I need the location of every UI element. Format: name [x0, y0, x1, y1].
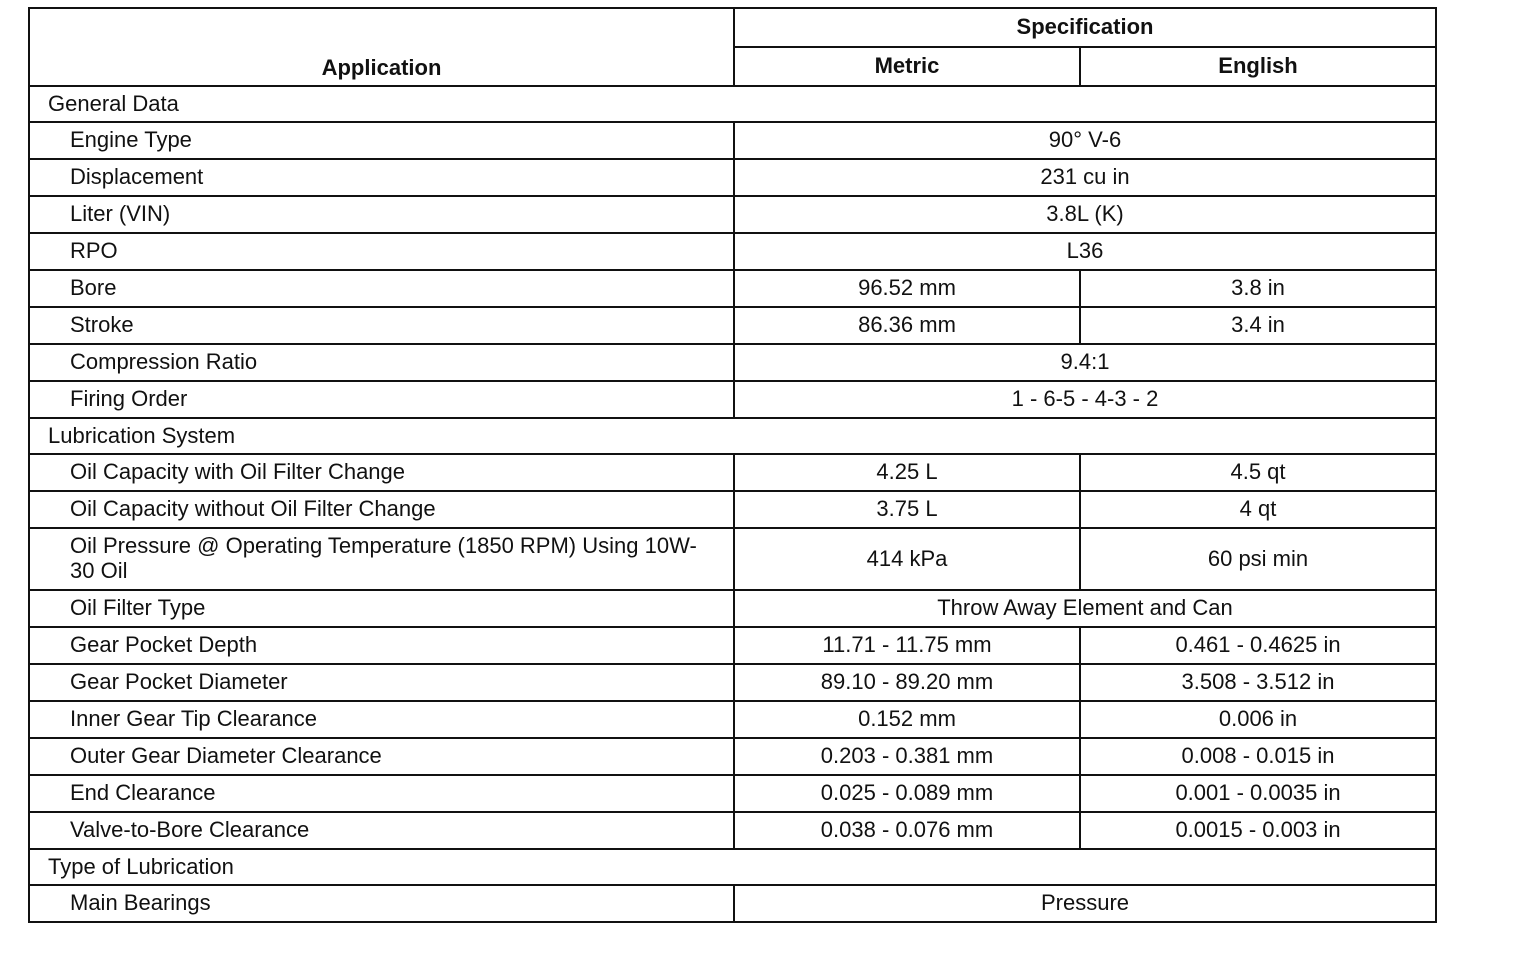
metric-column-header: Metric — [734, 47, 1080, 86]
application-cell: Bore — [29, 270, 734, 307]
specification-value-cell: 9.4:1 — [734, 344, 1436, 381]
english-column-header: English — [1080, 47, 1436, 86]
application-cell: Stroke — [29, 307, 734, 344]
table-row — [29, 233, 1436, 270]
table-row — [29, 738, 1436, 775]
english-value-cell: 4 qt — [1080, 491, 1436, 528]
english-value-cell: 0.461 - 0.4625 in — [1080, 627, 1436, 664]
table-row — [29, 344, 1436, 381]
specification-value-cell: 231 cu in — [734, 159, 1436, 196]
application-cell: Compression Ratio — [29, 344, 734, 381]
english-value-cell: 3.8 in — [1080, 270, 1436, 307]
metric-value-cell: 4.25 L — [734, 454, 1080, 491]
application-cell: Oil Filter Type — [29, 590, 734, 627]
table-header — [29, 8, 1436, 86]
english-value-cell: 0.006 in — [1080, 701, 1436, 738]
table-row — [29, 122, 1436, 159]
table-row — [29, 812, 1436, 849]
application-cell: Gear Pocket Depth — [29, 627, 734, 664]
metric-value-cell: 86.36 mm — [734, 307, 1080, 344]
metric-value-cell: 89.10 - 89.20 mm — [734, 664, 1080, 701]
table-row — [29, 196, 1436, 233]
english-value-cell: 0.0015 - 0.003 in — [1080, 812, 1436, 849]
application-cell: RPO — [29, 233, 734, 270]
application-column-header: Application — [29, 8, 734, 86]
metric-value-cell: 0.025 - 0.089 mm — [734, 775, 1080, 812]
metric-value-cell: 0.038 - 0.076 mm — [734, 812, 1080, 849]
table-row — [29, 270, 1436, 307]
metric-value-cell: 11.71 - 11.75 mm — [734, 627, 1080, 664]
table-row — [29, 307, 1436, 344]
section-title: General Data — [29, 86, 1436, 122]
table-row — [29, 590, 1436, 627]
table-row — [29, 491, 1436, 528]
specification-value-cell: Throw Away Element and Can — [734, 590, 1436, 627]
application-cell: Oil Capacity without Oil Filter Change — [29, 491, 734, 528]
metric-value-cell: 96.52 mm — [734, 270, 1080, 307]
specification-value-cell: 90° V-6 — [734, 122, 1436, 159]
metric-value-cell: 414 kPa — [734, 528, 1080, 590]
application-cell: Engine Type — [29, 122, 734, 159]
table-row — [29, 701, 1436, 738]
specification-value-cell: 1 - 6-5 - 4-3 - 2 — [734, 381, 1436, 418]
section-row — [29, 418, 1436, 454]
application-cell: Valve-to-Bore Clearance — [29, 812, 734, 849]
specification-table — [28, 7, 1437, 923]
table-row — [29, 159, 1436, 196]
application-cell: End Clearance — [29, 775, 734, 812]
table-body — [29, 86, 1436, 922]
application-cell: Liter (VIN) — [29, 196, 734, 233]
section-row — [29, 86, 1436, 122]
specification-value-cell: Pressure — [734, 885, 1436, 922]
english-value-cell: 3.4 in — [1080, 307, 1436, 344]
table-row — [29, 454, 1436, 491]
table-row — [29, 627, 1436, 664]
metric-value-cell: 0.152 mm — [734, 701, 1080, 738]
section-title: Type of Lubrication — [29, 849, 1436, 885]
application-cell: Displacement — [29, 159, 734, 196]
english-value-cell: 4.5 qt — [1080, 454, 1436, 491]
english-value-cell: 0.008 - 0.015 in — [1080, 738, 1436, 775]
application-cell: Oil Pressure @ Operating Temperature (1850 RPM) Using 10W-30 Oil — [29, 528, 734, 590]
specification-column-header: Specification — [734, 8, 1436, 47]
table-row — [29, 775, 1436, 812]
english-value-cell: 3.508 - 3.512 in — [1080, 664, 1436, 701]
metric-value-cell: 0.203 - 0.381 mm — [734, 738, 1080, 775]
application-cell: Firing Order — [29, 381, 734, 418]
application-cell: Inner Gear Tip Clearance — [29, 701, 734, 738]
table-row — [29, 664, 1436, 701]
english-value-cell: 60 psi min — [1080, 528, 1436, 590]
application-cell: Oil Capacity with Oil Filter Change — [29, 454, 734, 491]
metric-value-cell: 3.75 L — [734, 491, 1080, 528]
table-row — [29, 381, 1436, 418]
specification-value-cell: L36 — [734, 233, 1436, 270]
table-row — [29, 528, 1436, 590]
specification-value-cell: 3.8L (K) — [734, 196, 1436, 233]
section-row — [29, 849, 1436, 885]
application-cell: Gear Pocket Diameter — [29, 664, 734, 701]
application-cell: Outer Gear Diameter Clearance — [29, 738, 734, 775]
section-title: Lubrication System — [29, 418, 1436, 454]
english-value-cell: 0.001 - 0.0035 in — [1080, 775, 1436, 812]
application-cell: Main Bearings — [29, 885, 734, 922]
table-row — [29, 885, 1436, 922]
